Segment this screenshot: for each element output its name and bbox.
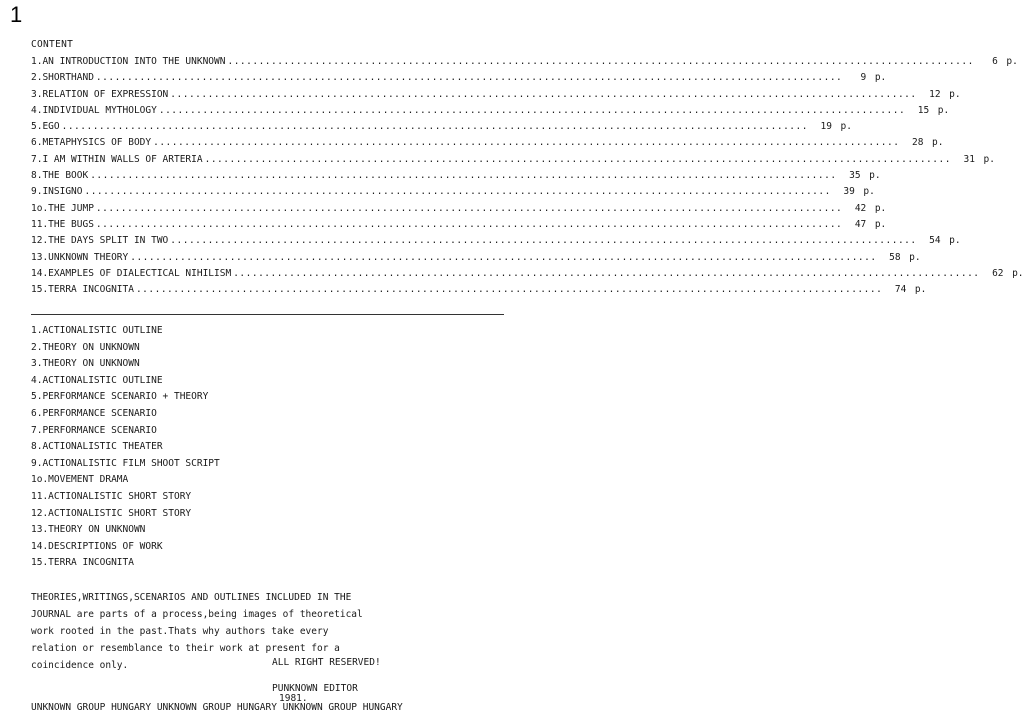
toc-entry <box>31 56 1018 72</box>
list-item: 1.ACTIONALISTIC OUTLINE <box>31 325 163 336</box>
toc-entry-page: 6 <box>992 56 998 67</box>
footer-line: UNKNOWN GROUP HUNGARY UNKNOWN GROUP HUNGARY UNKNOWN GROUP HUNGARY <box>31 702 403 713</box>
note-line: work rooted in the past.Thats why authors take every <box>31 626 329 637</box>
toc-entry-unit: p. <box>840 121 852 133</box>
toc-entry-title: 14.EXAMPLES OF DIALECTICAL NIHILISM <box>31 267 232 279</box>
toc-entry <box>31 170 881 186</box>
list-item: 8.ACTIONALISTIC THEATER <box>31 441 163 453</box>
toc-dot-leader: ........................................................................................................................ <box>153 137 900 149</box>
toc-entry-page: 19 <box>820 121 832 133</box>
toc-entry <box>31 218 887 235</box>
toc-entry-title: 11.THE BUGS <box>31 218 94 230</box>
toc-entry-page: 47 <box>854 218 867 230</box>
toc-entry-unit: p. <box>1006 56 1018 67</box>
list-item: 2.THEORY ON UNKNOWN <box>31 341 140 353</box>
list-item: 9.ACTIONALISTIC FILM SHOOT SCRIPT <box>31 457 220 469</box>
rights-reserved: ALL RIGHT RESERVED! <box>272 657 381 668</box>
list-item: 11.ACTIONALISTIC SHORT STORY <box>31 490 192 502</box>
toc-entry <box>31 267 1024 284</box>
toc-dot-leader: ........................................................................................................................ <box>95 202 843 214</box>
toc-entry <box>31 153 995 170</box>
toc-entry <box>31 104 950 121</box>
toc-entry-title: 15.TERRA INCOGNITA <box>31 284 134 296</box>
toc-entry-title: 3.RELATION OF EXPRESSION <box>31 88 169 100</box>
works-list <box>31 325 220 574</box>
toc-entry-title: 5.EGO <box>31 121 60 133</box>
toc-entry-page: 28 <box>912 137 924 149</box>
toc-entry <box>31 88 961 105</box>
toc-dot-leader: ........................................................................................................................ <box>95 218 843 230</box>
toc-entry-title: 4.INDIVIDUAL MYTHOLOGY <box>31 104 157 116</box>
toc-entry-unit: p. <box>869 170 881 182</box>
toc-entry-title: 2.SHORTHAND <box>31 72 94 84</box>
list-item: 1o.MOVEMENT DRAMA <box>31 474 129 486</box>
toc-entry-unit: p. <box>949 235 961 247</box>
table-of-contents <box>31 56 1024 300</box>
toc-entry <box>31 137 944 153</box>
toc-entry-page: 58 <box>889 251 901 263</box>
list-item: 3.THEORY ON UNKNOWN <box>31 358 140 370</box>
toc-dot-leader: ........................................................................................................................ <box>170 88 917 100</box>
list-item: 5.PERFORMANCE SCENARIO + THEORY <box>31 391 209 403</box>
toc-dot-leader: ........................................................................................................................ <box>130 251 877 263</box>
editor-year: 1981. <box>279 693 308 704</box>
toc-dot-leader: ........................................................................................................................ <box>227 56 974 67</box>
list-item: 7.PERFORMANCE SCENARIO <box>31 424 157 436</box>
toc-entry <box>31 251 921 268</box>
toc-entry-title: 7.I AM WITHIN WALLS OF ARTERIA <box>31 153 203 165</box>
toc-entry-page: 42 <box>854 202 867 214</box>
toc-entry-page: 74 <box>894 284 907 296</box>
toc-entry-page: 35 <box>849 170 861 182</box>
toc-entry-unit: p. <box>983 153 995 165</box>
toc-dot-leader: ........................................................................................................................ <box>135 284 883 296</box>
toc-entry-unit: p. <box>874 202 887 214</box>
toc-dot-leader: ........................................................................................................................ <box>84 186 831 198</box>
list-item: 15.TERRA INCOGNITA <box>31 557 134 569</box>
divider <box>31 314 504 315</box>
note-line: THEORIES,WRITINGS,SCENARIOS AND OUTLINES INCLUDED IN THE <box>31 592 352 603</box>
note-line: coincidence only. <box>31 660 129 671</box>
toc-entry <box>31 284 927 300</box>
editor-block <box>272 684 358 704</box>
list-item: 12.ACTIONALISTIC SHORT STORY <box>31 507 192 519</box>
toc-entry <box>31 202 887 219</box>
toc-entry-page: 39 <box>843 186 855 198</box>
toc-dot-leader: ........................................................................................................................ <box>158 104 906 116</box>
toc-entry-page: 62 <box>992 267 1004 279</box>
page-number: 1 <box>10 2 23 27</box>
toc-entry <box>31 72 887 88</box>
list-item: 13.THEORY ON UNKNOWN <box>31 524 146 536</box>
toc-entry <box>31 186 875 202</box>
toc-entry-unit: p. <box>909 251 921 263</box>
toc-entry-unit: p. <box>1012 267 1024 279</box>
toc-entry-page: 15 <box>917 104 930 116</box>
toc-entry-title: 12.THE DAYS SPLIT IN TWO <box>31 235 169 247</box>
toc-entry-title: 1o.THE JUMP <box>31 202 94 214</box>
note-line: relation or resemblance to their work at present for a <box>31 643 340 654</box>
contents-heading: CONTENT <box>31 39 74 50</box>
toc-entry-page: 54 <box>929 235 941 247</box>
note-line: JOURNAL are parts of a process,being images of theoretical <box>31 609 363 620</box>
toc-entry-unit: p. <box>949 88 961 100</box>
toc-entry-page: 31 <box>963 153 975 165</box>
list-item: 14.DESCRIPTIONS OF WORK <box>31 540 163 552</box>
toc-entry-title: 8.THE BOOK <box>31 170 89 182</box>
toc-dot-leader: ........................................................................................................................ <box>95 72 843 84</box>
toc-entry-title: 9.INSIGNO <box>31 186 83 198</box>
toc-entry-title: 13.UNKNOWN THEORY <box>31 251 129 263</box>
toc-entry-unit: p. <box>874 72 887 84</box>
toc-entry-unit: p. <box>874 218 887 230</box>
toc-entry-page: 12 <box>929 88 941 100</box>
toc-entry-page: 9 <box>860 72 867 84</box>
toc-dot-leader: ........................................................................................................................ <box>61 121 808 133</box>
toc-dot-leader: ........................................................................................................................ <box>233 267 980 279</box>
toc-dot-leader: ........................................................................................................................ <box>90 170 837 182</box>
toc-entry-title: 1.AN INTRODUCTION INTO THE UNKNOWN <box>31 56 226 67</box>
toc-entry-unit: p. <box>932 137 944 149</box>
toc-entry <box>31 235 961 251</box>
toc-entry-unit: p. <box>914 284 927 296</box>
list-item: 6.PERFORMANCE SCENARIO <box>31 407 157 419</box>
editor-name: PUNKNOWN EDITOR <box>272 683 358 694</box>
toc-dot-leader: ........................................................................................................................ <box>204 153 951 165</box>
toc-entry-unit: p. <box>863 186 875 198</box>
list-item: 4.ACTIONALISTIC OUTLINE <box>31 374 163 386</box>
toc-entry-title: 6.METAPHYSICS OF BODY <box>31 137 152 149</box>
toc-entry <box>31 121 852 137</box>
toc-dot-leader: ........................................................................................................................ <box>170 235 917 247</box>
toc-entry-unit: p. <box>937 104 950 116</box>
